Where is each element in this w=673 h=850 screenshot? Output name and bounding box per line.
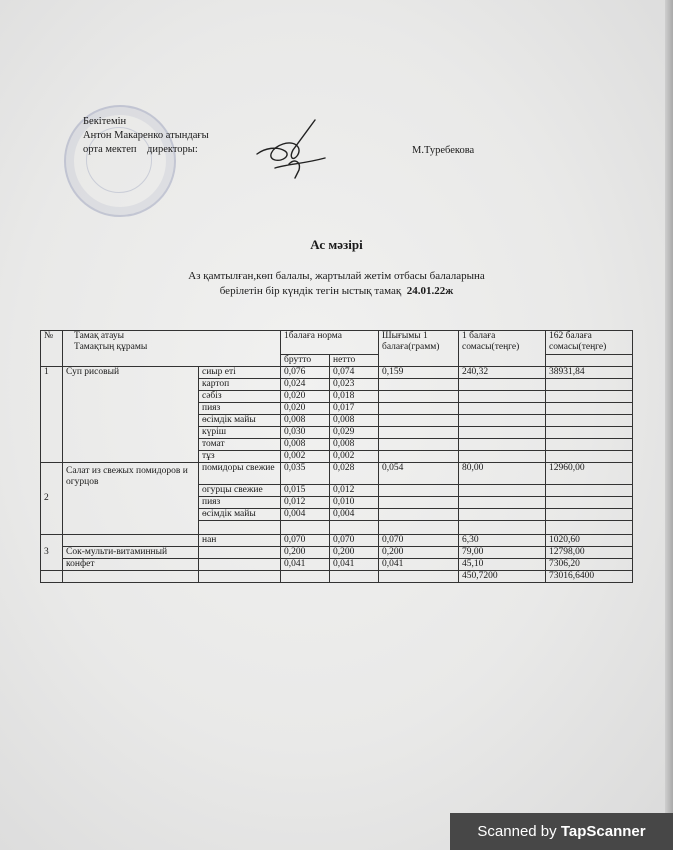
brutto: 0,030 — [281, 427, 330, 439]
ingredient: тұз — [199, 451, 281, 463]
scanner-watermark — [450, 813, 673, 850]
header-brutto: брутто — [281, 355, 330, 367]
header-dish-composition: Тамақтың құрамы — [74, 342, 148, 352]
cost-1: 6,30 — [459, 535, 546, 547]
netto: 0,041 — [330, 559, 379, 571]
brutto: 0,070 — [281, 535, 330, 547]
table-row — [41, 367, 633, 379]
netto: 0,012 — [330, 485, 379, 497]
brutto: 0,020 — [281, 403, 330, 415]
dish-name: Сок-мульти-витаминный — [63, 547, 199, 559]
ingredient: сиыр еті — [199, 367, 281, 379]
brutto: 0,008 — [281, 439, 330, 451]
netto: 0,008 — [330, 439, 379, 451]
document-title: Ас мәзірі — [310, 237, 363, 252]
row-num: 2 — [41, 463, 63, 535]
director-name: М.Туребекова — [412, 145, 475, 156]
cost-162: 12960,00 — [546, 463, 633, 485]
brutto: 0,076 — [281, 367, 330, 379]
netto: 0,008 — [330, 415, 379, 427]
header-cost-162: 162 балаға сомасы(теңге) — [546, 331, 633, 355]
ingredient — [199, 547, 281, 559]
row-num: 1 — [41, 367, 63, 463]
netto: 0,070 — [330, 535, 379, 547]
header-num: № — [41, 331, 63, 367]
total-cost-162: 73016,6400 — [546, 571, 633, 583]
brutto: 0,008 — [281, 415, 330, 427]
ingredient: томат — [199, 439, 281, 451]
cost-1: 80,00 — [459, 463, 546, 485]
ingredient: күріш — [199, 427, 281, 439]
scanner-prefix: Scanned by — [477, 823, 557, 840]
dish-name — [63, 535, 199, 547]
brutto: 0,024 — [281, 379, 330, 391]
cost-162: 38931,84 — [546, 367, 633, 379]
netto: 0,200 — [330, 547, 379, 559]
approval-line-3: орта мектеп директоры: — [83, 144, 198, 155]
dish-name: конфет — [63, 559, 199, 571]
netto: 0,010 — [330, 497, 379, 509]
ingredient: нан — [199, 535, 281, 547]
brutto: 0,035 — [281, 463, 330, 485]
director-signature — [255, 118, 335, 180]
netto: 0,028 — [330, 463, 379, 485]
yield: 0,070 — [379, 535, 459, 547]
table-row — [41, 547, 633, 559]
yield: 0,159 — [379, 367, 459, 379]
header-netto: нетто — [330, 355, 379, 367]
netto: 0,004 — [330, 509, 379, 521]
approval-line-2: Антон Макаренко атындағы — [83, 130, 209, 141]
yield: 0,054 — [379, 463, 459, 485]
ingredient: помидоры свежие — [199, 463, 281, 485]
brutto: 0,004 — [281, 509, 330, 521]
document-subtitle-line-2 — [0, 285, 673, 297]
netto: 0,023 — [330, 379, 379, 391]
total-cost-1: 450,7200 — [459, 571, 546, 583]
ingredient: өсімдік майы — [199, 509, 281, 521]
approval-line-1: Бекітемін — [83, 116, 127, 127]
netto: 0,018 — [330, 391, 379, 403]
netto: 0,017 — [330, 403, 379, 415]
page-edge-shadow — [665, 0, 673, 850]
totals-row — [41, 571, 633, 583]
menu-table — [40, 330, 633, 583]
brutto: 0,002 — [281, 451, 330, 463]
brutto: 0,041 — [281, 559, 330, 571]
menu-date: 24.01.22ж — [406, 285, 454, 297]
netto: 0,029 — [330, 427, 379, 439]
brutto: 0,020 — [281, 391, 330, 403]
approval-block — [83, 115, 209, 157]
brutto: 0,200 — [281, 547, 330, 559]
header-dish-name: Тамақ атауы — [74, 331, 125, 341]
ingredient: өсімдік майы — [199, 415, 281, 427]
header-cost-1: 1 балаға сомасы(теңге) — [459, 331, 546, 367]
table-row — [41, 559, 633, 571]
subtitle-text: берілетін бір күндік тегін ыстық тамақ — [219, 285, 402, 297]
cost-162: 12798,00 — [546, 547, 633, 559]
brutto: 0,012 — [281, 497, 330, 509]
ingredient — [199, 559, 281, 571]
cost-162: 7306,20 — [546, 559, 633, 571]
header-norm: 1балаға норма — [281, 331, 379, 355]
dish-name: Суп рисовый — [63, 367, 199, 463]
table-row — [41, 535, 633, 547]
brutto: 0,015 — [281, 485, 330, 497]
netto: 0,002 — [330, 451, 379, 463]
scanner-brand: TapScanner — [560, 823, 646, 840]
cost-1: 79,00 — [459, 547, 546, 559]
ingredient: огурцы свежие — [199, 485, 281, 497]
netto: 0,074 — [330, 367, 379, 379]
ingredient: картоп — [199, 379, 281, 391]
ingredient: сәбіз — [199, 391, 281, 403]
ingredient: пияз — [199, 497, 281, 509]
cost-162: 1020,60 — [546, 535, 633, 547]
cost-1: 45,10 — [459, 559, 546, 571]
document-subtitle-line-1: Аз қамтылған,көп балалы, жартылай жетім отбасы балаларына — [188, 270, 485, 282]
row-num: 3 — [41, 535, 63, 571]
table-row — [41, 463, 633, 485]
yield: 0,200 — [379, 547, 459, 559]
dish-name: Салат из свежых помидоров и огурцов — [63, 463, 199, 535]
header-dish — [63, 331, 281, 367]
header-yield: Шығымы 1 балаға(грамм) — [379, 331, 459, 367]
yield: 0,041 — [379, 559, 459, 571]
cost-1: 240,32 — [459, 367, 546, 379]
ingredient: пияз — [199, 403, 281, 415]
